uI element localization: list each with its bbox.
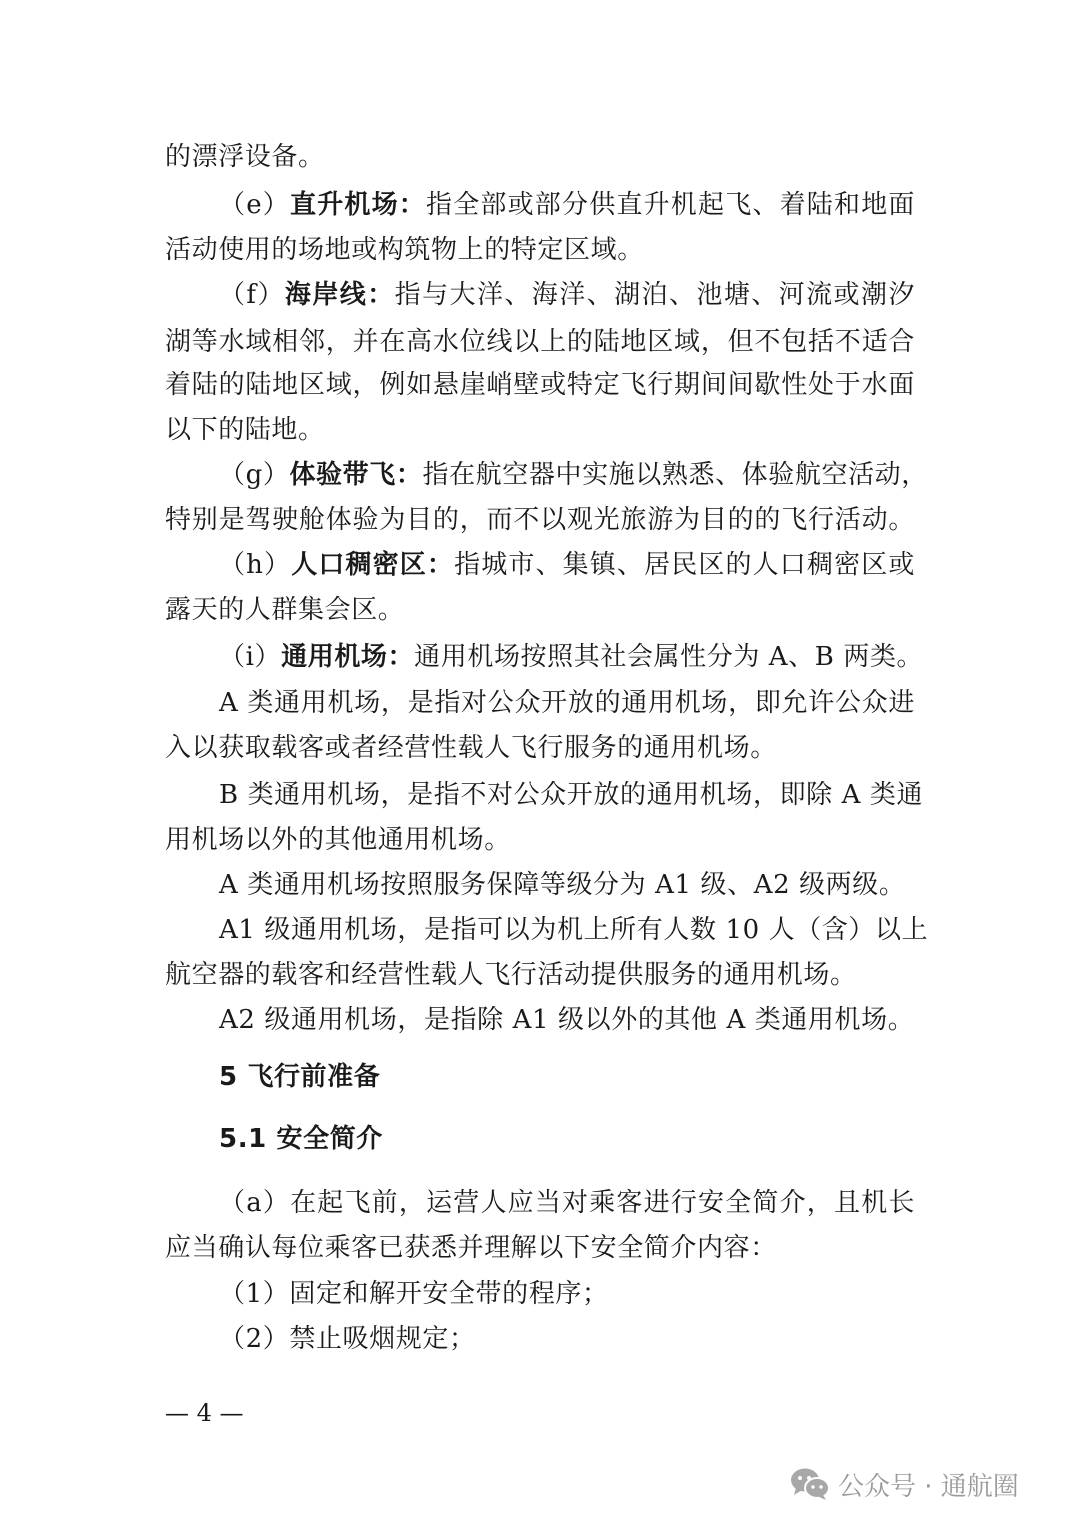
text-line	[165, 728, 915, 768]
line-text: 活动使用的场地或构筑物上的特定区域。	[165, 235, 644, 265]
line-text: 入以获取载客或者经营性载人飞行服务的通用机场。	[165, 733, 777, 763]
text-line	[165, 545, 915, 585]
line-text: A1 级通用机场，是指可以为机上所有人数 10 人（含）以上	[219, 915, 929, 945]
line-text: 露天的人群集会区。	[165, 595, 405, 625]
line-text: 着陆的陆地区域，例如悬崖峭壁或特定飞行期间间歇性处于水面	[165, 370, 915, 400]
wechat-icon	[790, 1467, 830, 1501]
line-text: A 类通用机场，是指对公众开放的通用机场，即允许公众进	[219, 688, 915, 718]
line-text: 用机场以外的其他通用机场。	[165, 825, 511, 855]
line-text: 指与大洋、海洋、湖泊、池塘、河流或潮汐	[394, 280, 915, 310]
item-marker: （e）	[219, 190, 290, 220]
line-text: B 类通用机场，是指不对公众开放的通用机场，即除 A 类通	[219, 780, 924, 810]
line-text: 以下的陆地。	[165, 415, 325, 445]
item-marker: （i）	[219, 642, 282, 672]
text-line	[165, 775, 924, 815]
line-text: A 类通用机场按照服务保障等级分为 A1 级、A2 级两级。	[219, 870, 906, 900]
text-line	[165, 185, 915, 225]
term-label: 人口稠密区：	[291, 550, 455, 580]
text-line	[165, 955, 915, 995]
text-line	[165, 137, 915, 177]
line-text: 指全部或部分供直升机起飞、着陆和地面	[426, 190, 915, 220]
line-text: 湖等水域相邻，并在高水位线以上的陆地区域，但不包括不适合	[165, 327, 915, 357]
line-text: 的漂浮设备。	[165, 142, 325, 172]
text-line	[165, 1228, 915, 1268]
text-line	[165, 322, 915, 362]
term-label: 体验带飞：	[289, 460, 423, 490]
line-text: （2）禁止吸烟规定；	[219, 1324, 476, 1354]
line-text: 应当确认每位乘客已获悉并理解以下安全简介内容：	[165, 1233, 777, 1263]
text-line	[165, 683, 915, 723]
line-text: 特别是驾驶舱体验为目的，而不以观光旅游为目的的飞行活动。	[165, 505, 915, 535]
watermark	[790, 1462, 1019, 1506]
watermark-text: 公众号 · 通航圈	[838, 1471, 1019, 1502]
text-line	[165, 1183, 915, 1223]
text-line	[165, 455, 928, 495]
page-number: — 4 —	[165, 1399, 244, 1427]
item-marker: （g）	[219, 460, 290, 490]
text-line	[165, 1000, 915, 1040]
line-text: （1）固定和解开安全带的程序；	[219, 1279, 609, 1309]
text-line	[165, 1274, 915, 1314]
text-line	[165, 590, 915, 630]
term-label: 海岸线：	[284, 280, 395, 310]
line-text: 通用机场按照其社会属性分为 A、B 两类。	[414, 642, 924, 672]
item-marker: （h）	[219, 550, 292, 580]
text-line	[165, 820, 915, 860]
line-text: （a）在起飞前，运营人应当对乘客进行安全简介，且机长	[219, 1188, 915, 1218]
text-line	[165, 1319, 915, 1359]
line-text: 航空器的载客和经营性载人飞行活动提供服务的通用机场。	[165, 960, 857, 990]
text-line	[165, 410, 915, 450]
item-marker: （f）	[219, 280, 285, 310]
text-line	[165, 275, 915, 315]
text-line	[165, 910, 929, 950]
line-text: A2 级通用机场，是指除 A1 级以外的其他 A 类通用机场。	[219, 1005, 915, 1035]
text-line	[165, 637, 924, 677]
line-text: 指城市、集镇、居民区的人口稠密区或	[454, 550, 915, 580]
text-line	[165, 365, 915, 405]
text-line	[165, 500, 915, 540]
text-line	[165, 230, 915, 270]
term-label: 通用机场：	[281, 642, 415, 672]
term-label: 直升机场：	[290, 190, 426, 220]
section-heading: 5 飞行前准备	[219, 1062, 381, 1092]
section-heading: 5.1 安全简介	[219, 1124, 383, 1154]
line-text: 指在航空器中实施以熟悉、体验航空活动，	[422, 460, 928, 490]
text-line	[165, 865, 915, 905]
